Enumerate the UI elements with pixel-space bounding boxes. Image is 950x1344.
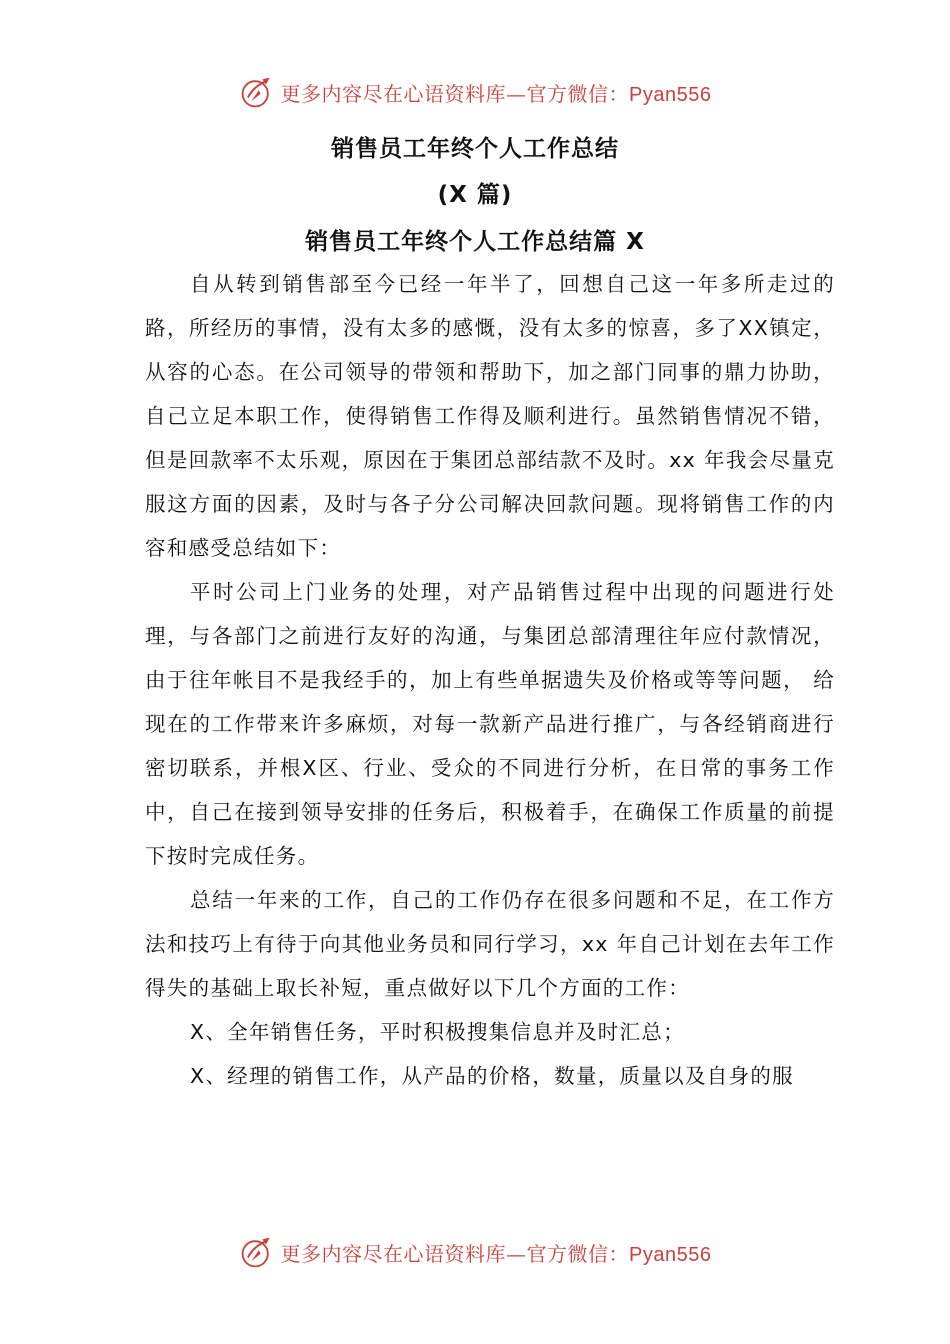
- header-banner: [0, 70, 950, 114]
- paragraph: 平时公司上门业务的处理，对产品销售过程中出现的问题进行处理，与各部门之前进行友好的沟通，与集团总部清理往年应付款情况， 由于往年帐目不是我经手的，加上有些单据遗失及价格或等等问题， 给现在的工作带来许多麻烦，对每一款新产品进行推广，与各经销商进行密切联系，并根X区、行业、受众的不同进行分析，在日常的事务工作中，自己在接到领导安排的任务后，积极着手，在确保工作质量的前提下按时完成任务。: [145, 580, 835, 868]
- brand-logo-icon: [239, 74, 275, 110]
- paragraph: X、经理的销售工作，从产品的价格，数量，质量以及自身的服: [190, 1064, 794, 1088]
- banner-text: 更多内容尽在心语资料库—官方微信：Pyan556: [280, 81, 712, 106]
- paragraph: 总结一年来的工作，自己的工作仍存在很多问题和不足，在工作方法和技巧上有待于向其他业务员和同行学习，xx 年自己计划在去年工作得失的基础上取长补短，重点做好以下几个方面的工作：: [145, 888, 835, 1000]
- banner-text: 更多内容尽在心语资料库—官方微信：Pyan556: [280, 1241, 712, 1266]
- section-heading: 销售员工年终个人工作总结篇 X: [305, 229, 645, 255]
- paragraph: X、全年销售任务，平时积极搜集信息并及时汇总；: [190, 1020, 685, 1044]
- document-subtitle: (X 篇): [437, 182, 513, 208]
- paragraph: 自从转到销售部至今已经一年半了，回想自己这一年多所走过的路，所经历的事情，没有太多的感慨，没有太多的惊喜，多了XX镇定，从容的心态。在公司领导的带领和帮助下，加之部门同事的鼎力协助，自己立足本职工作，使得销售工作得及顺利进行。虽然销售情况不错，但是回款率不太乐观，原因在于集团总部结款不及时。xx 年我会尽量克服这方面的因素，及时与各子分公司解决回款问题。现将销售工作的内容和感受总结如下：: [145, 272, 835, 560]
- wechat-id: Pyan556: [629, 1243, 712, 1266]
- wechat-id: Pyan556: [629, 83, 712, 106]
- brand-logo-icon: [239, 1234, 275, 1270]
- footer-banner: [0, 1230, 950, 1274]
- document-title: 销售员工年终个人工作总结: [331, 136, 619, 162]
- document-body: [145, 262, 835, 1098]
